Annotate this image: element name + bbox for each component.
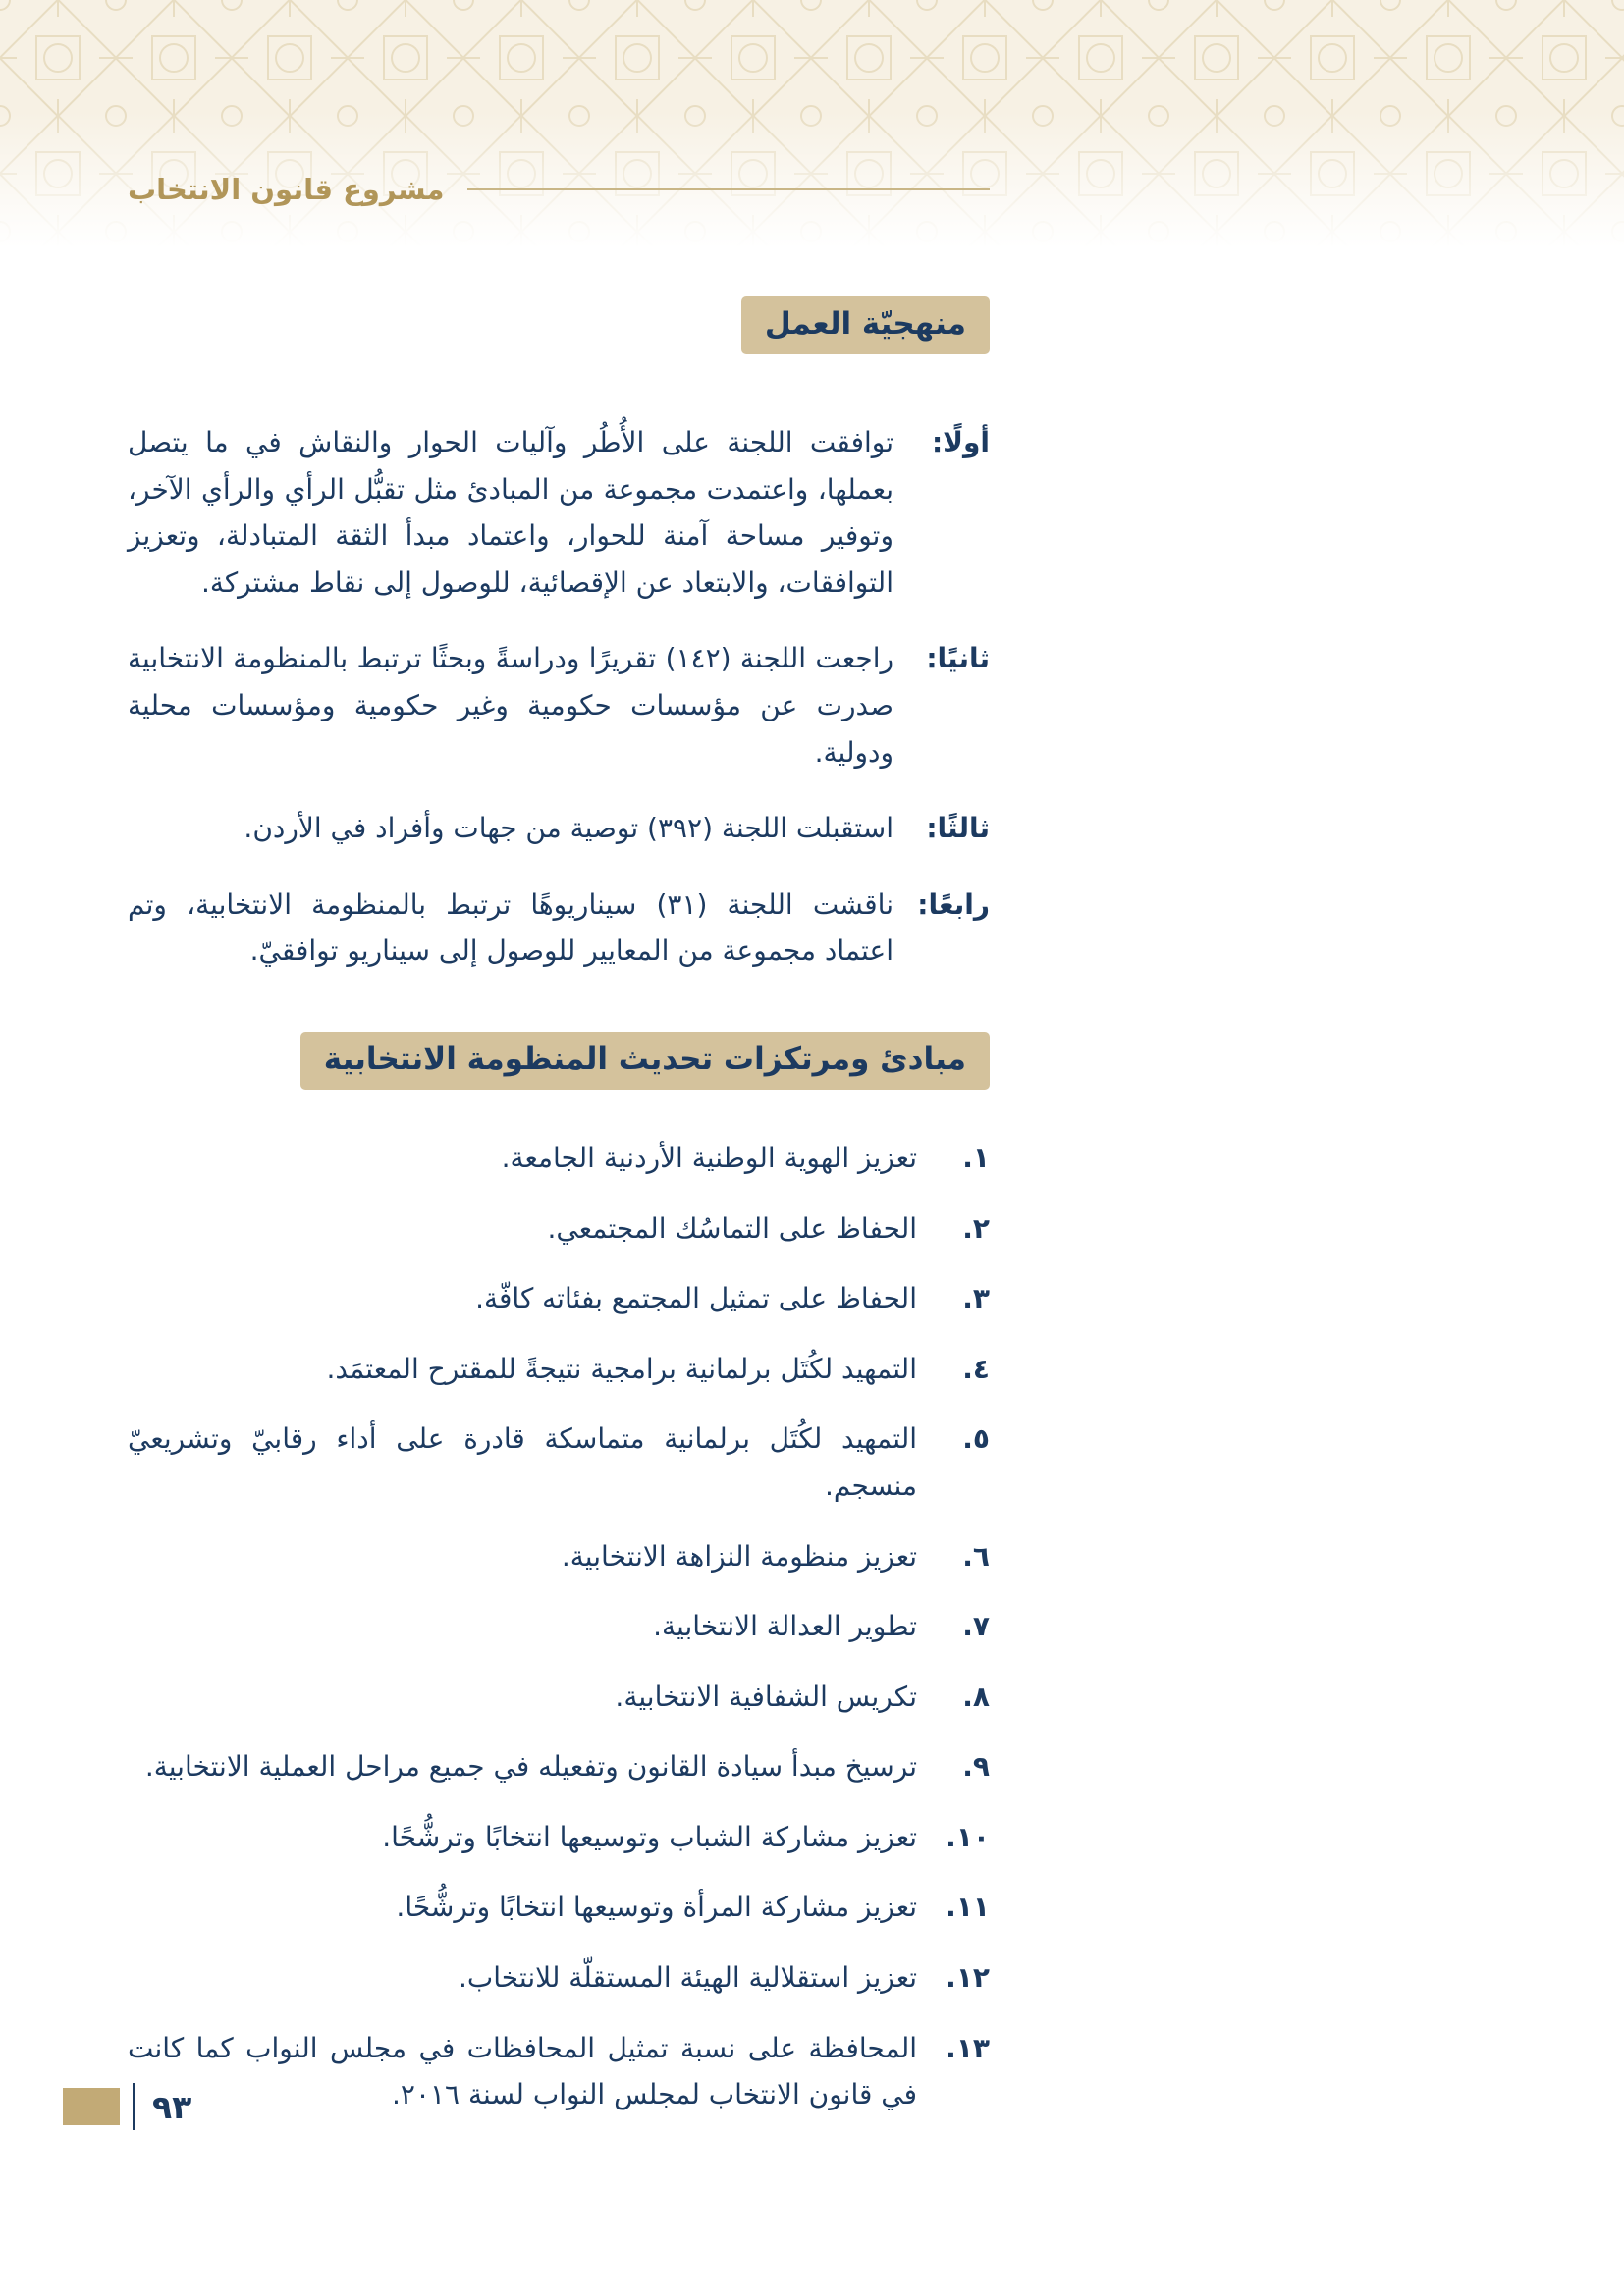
geometric-pattern-graphic [0,0,1624,247]
principle-text: التمهيد لكُتَل برلمانية متماسكة قادرة على أداء رقابيّ وتشريعيّ منسجم. [128,1422,917,1502]
principle-text: تعزيز استقلالية الهيئة المستقلّة للانتخاب. [459,1961,917,1995]
methodology-item-label: ثالثًا: [926,812,990,845]
principle-item [128,1603,990,1650]
principle-number: ٥. [962,1422,990,1456]
principle-number: ٦. [962,1539,990,1573]
principle-number: ٧. [962,1610,990,1643]
principle-number: ٨. [962,1680,990,1713]
header-title: مشروع قانون الانتخاب [128,173,445,206]
section-heading-methodology: منهجيّة العمل [741,296,990,354]
principle-item [128,1884,990,1931]
principle-number: ٩. [962,1750,990,1784]
principle-item [128,1346,990,1393]
principle-item [128,2025,990,2118]
principle-text: تكريس الشفافية الانتخابية. [615,1680,917,1713]
principle-item [128,1205,990,1253]
principle-number: ١. [962,1141,990,1174]
methodology-item-text: استقبلت اللجنة (٣٩٢) توصية من جهات وأفراد في الأردن. [244,812,893,845]
header-rule [467,188,990,190]
page-number: ٩٣ [152,2087,192,2126]
page-header [128,173,990,206]
methodology-item-label: رابعًا: [917,887,990,921]
principle-item [128,1415,990,1509]
methodology-item-text: توافقت اللجنة على الأُطُر وآليات الحوار والنقاش في ما يتصل بعملها، واعتمدت مجموعة من المبادئ مثل تقبُّل الرأي والرأي الآخر، وتوفير مساحة آمنة للحوار، واعتماد مبدأ الثقة المتبادلة، وتعزيز التوافقات، والابتعاد عن الإقصائية، للوصول إلى نقاط مشتركة. [128,426,893,599]
principle-text: تعزيز مشاركة الشباب وتوسيعها انتخابًا وترشُّحًا. [382,1820,917,1853]
principle-text: الحفاظ على تمثيل المجتمع بفئاته كافّة. [475,1282,917,1315]
principles-list [128,1135,990,2118]
methodology-list [128,419,990,975]
methodology-item [128,635,990,775]
principle-item [128,1743,990,1790]
principle-text: ترسيخ مبدأ سيادة القانون وتفعيله في جميع مراحل العملية الانتخابية. [144,1750,917,1784]
principle-text: تعزيز الهوية الوطنية الأردنية الجامعة. [501,1141,917,1174]
principle-number: ٢. [962,1211,990,1245]
principle-item [128,1135,990,1182]
methodology-item [128,881,990,975]
principle-item [128,1533,990,1580]
principle-text: تعزيز منظومة النزاهة الانتخابية. [561,1539,917,1573]
principle-number: ٤. [962,1352,990,1385]
principle-item [128,1954,990,2002]
principle-number: ١٠. [946,1820,990,1853]
methodology-item-text: راجعت اللجنة (١٤٢) تقريرًا ودراسةً وبحثًا ترتبط بالمنظومة الانتخابية صدرت عن مؤسسات حكومية وغير حكومية ومؤسسات محلية ودولية. [128,642,893,769]
principle-number: ٣. [962,1282,990,1315]
footer-ornament-block [63,2088,120,2125]
content-column [128,296,990,2142]
methodology-item-label: أولًا: [931,426,990,458]
footer-divider-bar [133,2083,135,2130]
principle-text: تطوير العدالة الانتخابية. [653,1610,917,1643]
principle-text: تعزيز مشاركة المرأة وتوسيعها انتخابًا وترشُّحًا. [396,1891,917,1924]
section-heading-principles: مبادئ ومرتكزات تحديث المنظومة الانتخابية [300,1032,990,1090]
decorative-pattern-band [0,0,1624,247]
principle-text: المحافظة على نسبة تمثيل المحافظات في مجلس النواب كما كانت في قانون الانتخاب لمجلس النواب لسنة ٢٠١٦. [128,2031,917,2111]
principle-item [128,1275,990,1322]
methodology-item [128,419,990,606]
methodology-item [128,805,990,852]
principle-text: التمهيد لكُتَل برلمانية برامجية نتيجةً للمقترح المعتمَد. [326,1352,917,1385]
principle-item [128,1674,990,1721]
principle-number: ١١. [946,1891,990,1924]
page-footer [63,2083,191,2130]
principle-number: ١٢. [946,1961,990,1995]
principle-item [128,1814,990,1861]
principle-number: ١٣. [946,2031,990,2064]
principle-text: الحفاظ على التماسُك المجتمعي. [547,1211,917,1245]
methodology-item-label: ثانيًا: [926,642,990,675]
methodology-item-text: ناقشت اللجنة (٣١) سيناريوهًا ترتبط بالمنظومة الانتخابية، وتم اعتماد مجموعة من المعايير للوصول إلى سيناريو توافقيّ. [128,887,893,968]
